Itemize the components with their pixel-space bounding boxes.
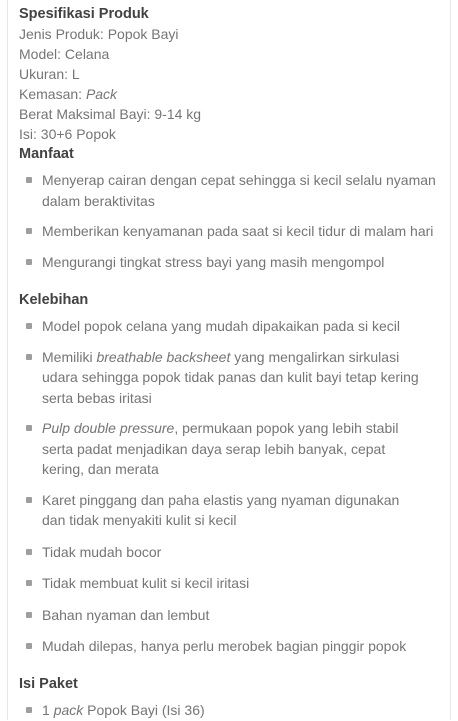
spec-label: Berat Maksimal Bayi: [19,106,155,122]
spec-label: Isi: [19,126,41,142]
kelebihan-list [19,316,419,657]
item-text: Pulp double pressure [42,420,175,436]
spec-value: 30+6 Popok [40,126,116,142]
spec-value: L [71,66,80,82]
spec-label: Ukuran: [19,66,72,82]
item-text: yang mengalirkan sirkulasi udara sehingga popok tidak panas dan kulit bayi tetap kering serta bebas iritasi [42,348,419,406]
item-text: Menyerap cairan dengan cepat sehingga si kecil selalu nyaman dalam beraktivitas [42,172,436,209]
item-text: 1 [42,702,54,718]
bullet-icon [26,354,32,360]
manfaat-heading: Manfaat [19,146,74,162]
item-text: breathable backsheet [96,348,231,365]
list-item [19,252,439,273]
item-text: Tidak mudah bocor [42,543,162,560]
bullet-icon [26,177,32,183]
list-item [19,573,419,594]
item-text: Memiliki [42,348,97,365]
item-text: Tidak membuat kulit si kecil iritasi [42,575,250,591]
spec-value: Pack [85,86,118,102]
list-item [19,170,439,211]
list-item [19,605,419,626]
list-item [19,700,439,721]
spec-value: Popok Bayi [107,26,179,42]
isi-paket-heading: Isi Paket [19,676,78,692]
bullet-icon [26,425,32,431]
bullet-icon [26,323,32,329]
right-divider [450,0,451,720]
spec-line [19,104,201,124]
item-text: pack [53,702,84,718]
list-item [19,221,439,242]
bullet-icon [26,707,32,713]
bullet-icon [26,612,32,618]
spec-value: 9-14 kg [154,106,202,122]
spec-label: Jenis Produk: [19,26,108,42]
item-text: Karet pinggang dan paha elastis yang nyaman digunakan dan tidak menyakiti kulit si kecil [42,491,400,528]
left-divider [7,0,8,720]
spec-line [19,84,201,104]
item-text: Mudah dilepas, hanya perlu merobek bagian pinggir popok [42,638,407,654]
item-text: Memberikan kenyamanan pada saat si kecil tidur di malam hari [42,223,434,239]
spec-line [19,24,201,44]
spec-label: Kemasan: [19,86,86,102]
list-item [19,542,419,563]
spec-list [19,24,201,144]
spec-heading: Spesifikasi Produk [19,6,149,22]
bullet-icon [26,497,32,503]
list-item [19,490,419,531]
list-item [19,418,419,480]
list-item [19,636,419,657]
item-text: Mengurangi tingkat stress bayi yang masih mengompol [42,253,385,270]
bullet-icon [26,259,32,265]
bullet-icon [26,549,32,555]
kelebihan-heading: Kelebihan [19,292,89,308]
bullet-icon [26,228,32,234]
spec-line [19,44,201,64]
item-text: Bahan nyaman dan lembut [42,606,210,623]
item-text: Popok Bayi (Isi 36) [83,702,205,718]
spec-label: Model: [19,46,65,62]
spec-line [19,124,201,144]
list-item [19,316,419,337]
item-text: , permukaan popok yang lebih stabil serta padat menjadikan daya serap lebih banyak, cepat kering, dan merata [42,420,399,477]
bullet-icon [26,580,32,586]
isi-paket-list [19,700,439,721]
spec-line [19,64,201,84]
manfaat-list [19,170,439,272]
item-text: Model popok celana yang mudah dipakaikan pada si kecil [42,318,401,334]
spec-value: Celana [64,46,110,62]
bullet-icon [26,643,32,649]
list-item [19,347,419,409]
